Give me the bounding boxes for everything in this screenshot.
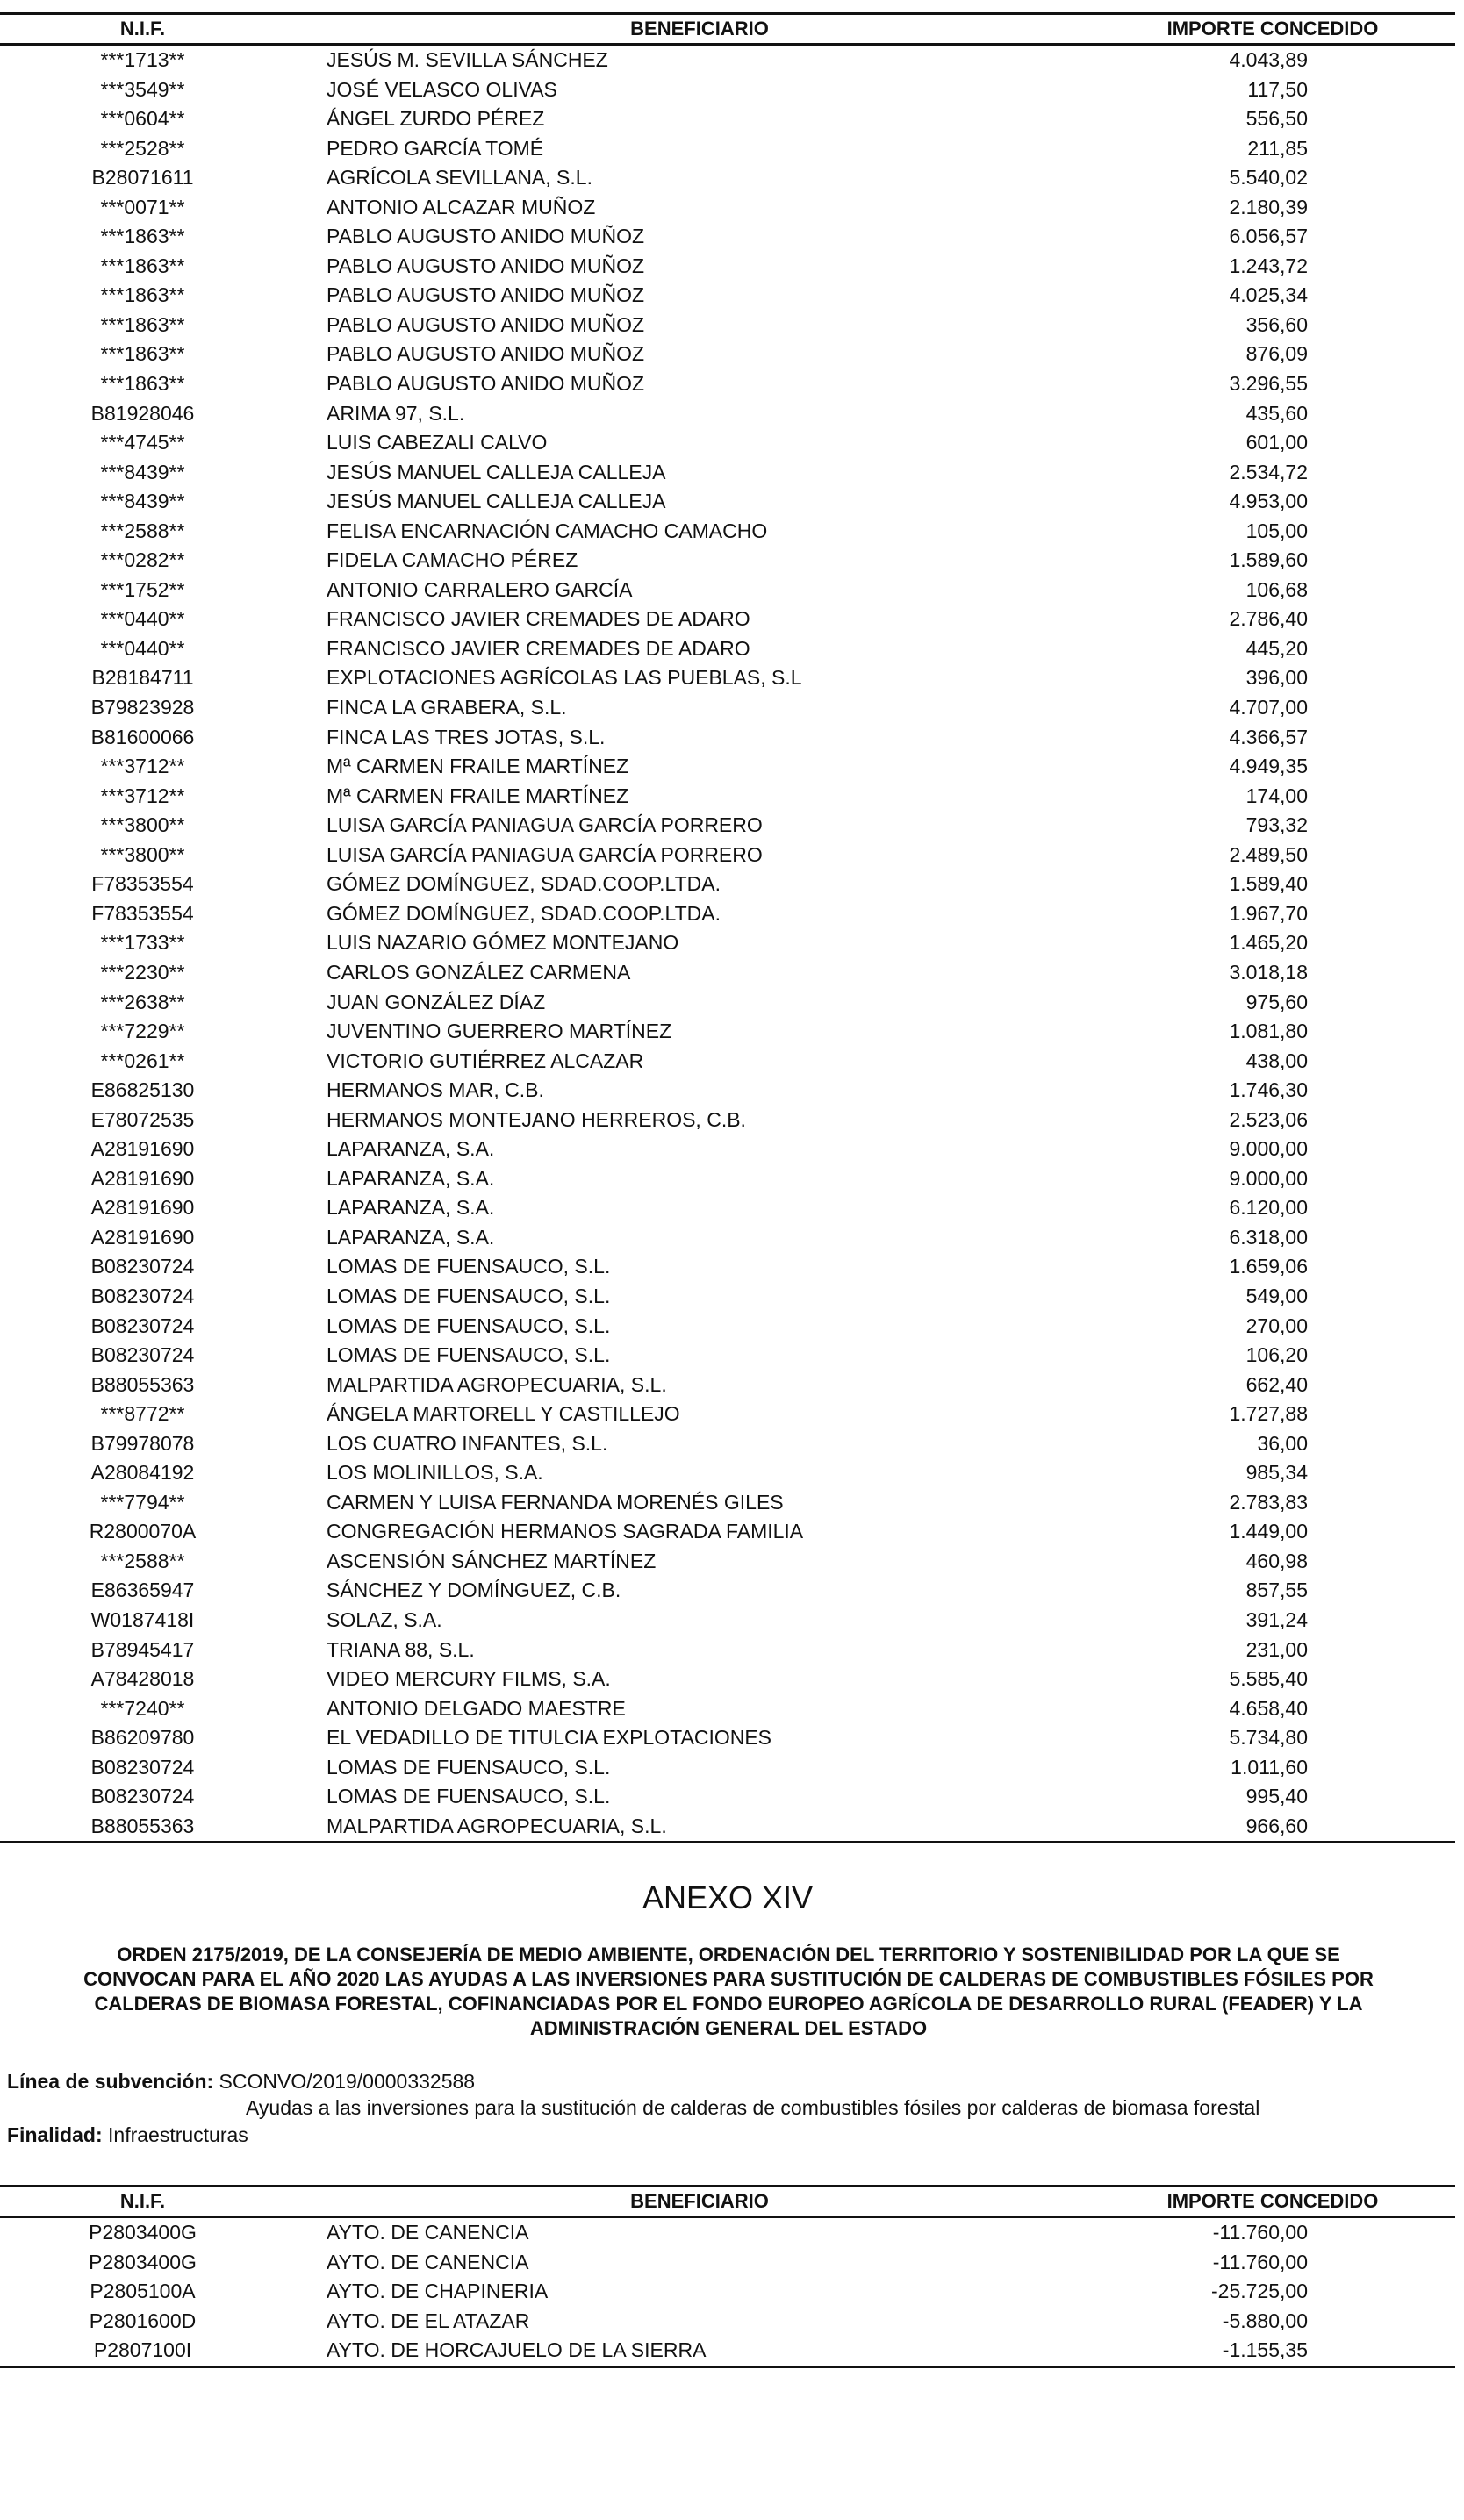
cell-importe: 1.589,60 (1229, 548, 1308, 572)
cell-nif: P2807100I (93, 2338, 192, 2362)
table-body (0, 2218, 1455, 2366)
table-row (0, 1341, 1455, 1371)
cell-nif: ***2588** (100, 1549, 185, 1572)
cell-importe: -1.155,35 (1222, 2338, 1308, 2362)
cell-importe: 1.659,06 (1229, 1255, 1308, 1278)
cell-importe: 793,32 (1245, 813, 1308, 837)
cell-beneficiario: LOS CUATRO INFANTES, S.L. (327, 1431, 608, 1455)
table-row (0, 988, 1455, 1018)
cell-importe: 975,60 (1245, 990, 1308, 1013)
cell-beneficiario: LUIS NAZARIO GÓMEZ MONTEJANO (327, 931, 679, 955)
cell-importe: 438,00 (1245, 1049, 1308, 1072)
cell-beneficiario: JOSÉ VELASCO OLIVAS (327, 77, 557, 101)
table-row (0, 811, 1455, 841)
cell-nif: B79978078 (90, 1431, 195, 1455)
cell-nif: ***0440** (100, 636, 185, 660)
table-row (0, 75, 1455, 105)
table-row (0, 1547, 1455, 1577)
cell-nif: A28191690 (90, 1196, 195, 1220)
table-row (0, 104, 1455, 134)
cell-importe: 549,00 (1245, 1284, 1308, 1307)
cell-nif: B79823928 (90, 696, 195, 719)
cell-nif: F78353554 (91, 872, 194, 896)
cell-beneficiario: LAPARANZA, S.A. (327, 1137, 495, 1161)
cell-importe: -11.760,00 (1212, 2250, 1308, 2273)
table-row (0, 2307, 1455, 2337)
cell-nif: B08230724 (90, 1785, 195, 1808)
cell-importe: 460,98 (1245, 1549, 1308, 1572)
cell-nif: B86209780 (90, 1726, 195, 1750)
cell-beneficiario: LUIS CABEZALI CALVO (327, 431, 548, 455)
subsidy-line (7, 2068, 475, 2094)
cell-beneficiario: PABLO AUGUSTO ANIDO MUÑOZ (327, 254, 645, 277)
cell-nif: ***2588** (100, 519, 185, 542)
cell-importe: 9.000,00 (1229, 1137, 1308, 1161)
cell-nif: ***1713** (100, 48, 185, 71)
table-row (0, 2248, 1455, 2278)
cell-importe: 966,60 (1245, 1814, 1308, 1837)
cell-importe: 876,09 (1245, 342, 1308, 366)
cell-importe: 4.953,00 (1229, 490, 1308, 513)
cell-beneficiario: LOMAS DE FUENSAUCO, S.L. (327, 1785, 611, 1808)
table-row (0, 1812, 1455, 1842)
cell-importe: 4.949,35 (1229, 755, 1308, 778)
cell-nif: P2805100A (90, 2280, 196, 2303)
table-row (0, 576, 1455, 605)
cell-nif: A28191690 (90, 1137, 195, 1161)
table-row (0, 1429, 1455, 1459)
cell-importe: 2.489,50 (1229, 842, 1308, 866)
table-row (0, 1282, 1455, 1312)
cell-beneficiario: Mª CARMEN FRAILE MARTÍNEZ (327, 755, 629, 778)
table-row (0, 2336, 1455, 2366)
cell-beneficiario: AYTO. DE CHAPINERIA (327, 2280, 549, 2303)
cell-nif: ***4745** (100, 431, 185, 455)
cell-nif: B08230724 (90, 1255, 195, 1278)
header-beneficiario: BENEFICIARIO (630, 2190, 769, 2212)
cell-beneficiario: LAPARANZA, S.A. (327, 1225, 495, 1249)
table-row (0, 399, 1455, 429)
cell-beneficiario: PABLO AUGUSTO ANIDO MUÑOZ (327, 342, 645, 366)
cell-importe: 445,20 (1245, 636, 1308, 660)
cell-beneficiario: ANTONIO ALCAZAR MUÑOZ (327, 195, 596, 218)
cell-importe: 1.081,80 (1229, 1020, 1308, 1043)
table-header (0, 12, 1455, 46)
subsidy-line-value: SCONVO/2019/0000332588 (219, 2070, 476, 2093)
cell-beneficiario: JESÚS MANUEL CALLEJA CALLEJA (327, 460, 666, 483)
cell-beneficiario: HERMANOS MONTEJANO HERREROS, C.B. (327, 1107, 746, 1131)
table-row (0, 1753, 1455, 1783)
cell-importe: 4.025,34 (1229, 283, 1308, 307)
cell-beneficiario: SÁNCHEZ Y DOMÍNGUEZ, C.B. (327, 1579, 621, 1602)
cell-beneficiario: JESÚS MANUEL CALLEJA CALLEJA (327, 490, 666, 513)
table-row (0, 899, 1455, 929)
cell-importe: 105,00 (1245, 519, 1308, 542)
cell-nif: ***2230** (100, 960, 185, 984)
table-row (0, 222, 1455, 252)
cell-importe: 4.366,57 (1229, 725, 1308, 748)
cell-importe: 435,60 (1245, 401, 1308, 425)
table-row (0, 252, 1455, 282)
table-row (0, 634, 1455, 664)
cell-nif: ***1733** (100, 931, 185, 955)
cell-nif: ***1752** (100, 577, 185, 601)
cell-nif: F78353554 (91, 901, 194, 925)
cell-nif: E86365947 (90, 1579, 195, 1602)
cell-nif: ***0440** (100, 607, 185, 631)
cell-beneficiario: SOLAZ, S.A. (327, 1607, 442, 1631)
cell-beneficiario: LOMAS DE FUENSAUCO, S.L. (327, 1314, 611, 1337)
table-row (0, 841, 1455, 870)
cell-nif: B88055363 (90, 1372, 195, 1396)
cell-importe: 4.658,40 (1229, 1696, 1308, 1720)
cell-beneficiario: PABLO AUGUSTO ANIDO MUÑOZ (327, 312, 645, 336)
order-heading: ORDEN 2175/2019, DE LA CONSEJERÍA DE MEDIO AMBIENTE, ORDENACIÓN DEL TERRITORIO Y SOSTENIBILIDAD POR LA QUE SE CONVOCAN PARA EL AÑO 2020 LAS AYUDAS A LAS INVERSIONES PARA SUSTITUCIÓN DE CALDERAS DE COMBUSTIBLES FÓSILES POR CALDERAS DE BIOMASA FORESTAL, COFINANCIADAS POR EL FONDO EUROPEO AGRÍCOLA DE DESARROLLO RURAL (FEADER) Y LA ADMINISTRACIÓN GENERAL DEL ESTADO (83, 1944, 1374, 2039)
cell-beneficiario: ARIMA 97, S.L. (327, 401, 465, 425)
cell-beneficiario: LOS MOLINILLOS, S.A. (327, 1461, 543, 1485)
cell-beneficiario: LUISA GARCÍA PANIAGUA GARCÍA PORRERO (327, 842, 763, 866)
cell-nif: ***1863** (100, 342, 185, 366)
cell-nif: P2801600D (89, 2309, 197, 2332)
cell-importe: 556,50 (1245, 107, 1308, 131)
cell-importe: 1.727,88 (1229, 1402, 1308, 1426)
cell-nif: ***0261** (100, 1049, 185, 1072)
cell-nif: ***1863** (100, 372, 185, 396)
cell-beneficiario: JUAN GONZÁLEZ DÍAZ (327, 990, 546, 1013)
municipal-beneficiaries-table (0, 2185, 1455, 2368)
cell-nif: B81600066 (90, 725, 195, 748)
table-row (0, 1017, 1455, 1047)
table-row (0, 1076, 1455, 1106)
table-row (0, 870, 1455, 899)
table-body (0, 46, 1455, 1841)
cell-importe: 985,34 (1245, 1461, 1308, 1485)
cell-beneficiario: CARMEN Y LUISA FERNANDA MORENÉS GILES (327, 1490, 784, 1514)
cell-beneficiario: Mª CARMEN FRAILE MARTÍNEZ (327, 784, 629, 807)
table-row (0, 1517, 1455, 1547)
cell-nif: B08230724 (90, 1314, 195, 1337)
cell-beneficiario: FIDELA CAMACHO PÉREZ (327, 548, 578, 572)
table-row (0, 1458, 1455, 1488)
table-row (0, 46, 1455, 75)
cell-importe: 9.000,00 (1229, 1166, 1308, 1190)
cell-nif: E86825130 (90, 1078, 195, 1102)
cell-nif: B08230724 (90, 1284, 195, 1307)
cell-importe: 2.523,06 (1229, 1107, 1308, 1131)
cell-nif: ***0071** (100, 195, 185, 218)
table-row (0, 1664, 1455, 1694)
header-nif: N.I.F. (119, 18, 166, 39)
table-row (0, 1252, 1455, 1282)
table-row (0, 340, 1455, 369)
cell-beneficiario: VICTORIO GUTIÉRREZ ALCAZAR (327, 1049, 644, 1072)
cell-nif: B08230724 (90, 1755, 195, 1779)
cell-importe: 117,50 (1247, 77, 1308, 101)
cell-beneficiario: FELISA ENCARNACIÓN CAMACHO CAMACHO (327, 519, 768, 542)
table-row (0, 487, 1455, 517)
cell-nif: ***3800** (100, 813, 185, 837)
cell-importe: -25.725,00 (1211, 2280, 1308, 2303)
cell-nif: ***3800** (100, 842, 185, 866)
cell-beneficiario: MALPARTIDA AGROPECUARIA, S.L. (327, 1814, 667, 1837)
cell-beneficiario: ÁNGELA MARTORELL Y CASTILLEJO (327, 1402, 680, 1426)
cell-nif: B28184711 (91, 666, 194, 690)
cell-importe: 2.180,39 (1229, 195, 1308, 218)
cell-beneficiario: GÓMEZ DOMÍNGUEZ, SDAD.COOP.LTDA. (327, 872, 721, 896)
table-row (0, 428, 1455, 458)
table-row (0, 546, 1455, 576)
cell-nif: ***8439** (100, 460, 185, 483)
cell-beneficiario: EL VEDADILLO DE TITULCIA EXPLOTACIONES (327, 1726, 772, 1750)
cell-nif: ***1863** (100, 254, 185, 277)
table-row (0, 1694, 1455, 1724)
cell-importe: 391,24 (1245, 1607, 1308, 1631)
cell-beneficiario: LOMAS DE FUENSAUCO, S.L. (327, 1343, 611, 1367)
header-importe: IMPORTE CONCEDIDO (1166, 18, 1379, 39)
beneficiaries-table (0, 12, 1455, 1843)
cell-beneficiario: PABLO AUGUSTO ANIDO MUÑOZ (327, 372, 645, 396)
cell-importe: 106,20 (1245, 1343, 1308, 1367)
cell-beneficiario: AYTO. DE HORCAJUELO DE LA SIERRA (327, 2338, 707, 2362)
table-row (0, 311, 1455, 340)
cell-beneficiario: PABLO AUGUSTO ANIDO MUÑOZ (327, 225, 645, 248)
cell-importe: 3.296,55 (1229, 372, 1308, 396)
cell-nif: ***3549** (100, 77, 185, 101)
cell-importe: 36,00 (1257, 1431, 1308, 1455)
table-row (0, 782, 1455, 812)
cell-beneficiario: LAPARANZA, S.A. (327, 1166, 495, 1190)
header-beneficiario: BENEFICIARIO (630, 18, 769, 39)
cell-nif: ***1863** (100, 225, 185, 248)
cell-nif: ***8439** (100, 490, 185, 513)
table-row (0, 663, 1455, 693)
cell-importe: 270,00 (1245, 1314, 1308, 1337)
cell-nif: B81928046 (90, 401, 195, 425)
cell-importe: -5.880,00 (1222, 2309, 1308, 2332)
cell-beneficiario: FINCA LAS TRES JOTAS, S.L. (327, 725, 606, 748)
finalidad-label: Finalidad: (7, 2123, 103, 2146)
cell-importe: 5.734,80 (1229, 1726, 1308, 1750)
cell-importe: -11.760,00 (1212, 2221, 1308, 2244)
cell-importe: 5.540,02 (1229, 166, 1308, 190)
cell-nif: B78945417 (90, 1637, 195, 1661)
cell-importe: 356,60 (1245, 312, 1308, 336)
cell-importe: 1.011,60 (1231, 1755, 1308, 1779)
table-row (0, 281, 1455, 311)
cell-importe: 231,00 (1245, 1637, 1308, 1661)
cell-nif: E78072535 (90, 1107, 195, 1131)
subsidy-line-label: Línea de subvención: (7, 2070, 214, 2093)
cell-importe: 4.707,00 (1229, 696, 1308, 719)
cell-beneficiario: AYTO. DE CANENCIA (327, 2250, 529, 2273)
cell-importe: 6.120,00 (1229, 1196, 1308, 1220)
table-row (0, 2218, 1455, 2248)
table-row (0, 693, 1455, 723)
cell-beneficiario: JUVENTINO GUERRERO MARTÍNEZ (327, 1020, 672, 1043)
cell-nif: ***2528** (100, 136, 185, 160)
table-row (0, 193, 1455, 223)
cell-importe: 2.786,40 (1229, 607, 1308, 631)
cell-importe: 211,85 (1247, 136, 1308, 160)
table-row (0, 723, 1455, 753)
table-row (0, 1782, 1455, 1812)
table-row (0, 1576, 1455, 1606)
cell-beneficiario: ANTONIO CARRALERO GARCÍA (327, 577, 633, 601)
table-row (0, 958, 1455, 988)
table-row (0, 1193, 1455, 1223)
cell-nif: P2803400G (89, 2221, 197, 2244)
cell-beneficiario: EXPLOTACIONES AGRÍCOLAS LAS PUEBLAS, S.L (327, 666, 802, 690)
table-row (0, 1606, 1455, 1636)
table-row (0, 1106, 1455, 1135)
cell-beneficiario: AYTO. DE CANENCIA (327, 2221, 529, 2244)
cell-nif: ***2638** (100, 990, 185, 1013)
cell-beneficiario: CARLOS GONZÁLEZ CARMENA (327, 960, 631, 984)
cell-beneficiario: LAPARANZA, S.A. (327, 1196, 495, 1220)
cell-nif: ***3712** (100, 784, 185, 807)
cell-beneficiario: FRANCISCO JAVIER CREMADES DE ADARO (327, 607, 750, 631)
cell-nif: P2803400G (89, 2250, 197, 2273)
cell-beneficiario: GÓMEZ DOMÍNGUEZ, SDAD.COOP.LTDA. (327, 901, 721, 925)
cell-nif: A78428018 (90, 1667, 195, 1691)
cell-nif: ***0604** (100, 107, 185, 131)
table-row (0, 1636, 1455, 1665)
cell-importe: 6.056,57 (1229, 225, 1308, 248)
cell-beneficiario: AYTO. DE EL ATAZAR (327, 2309, 530, 2332)
cell-beneficiario: LOMAS DE FUENSAUCO, S.L. (327, 1255, 611, 1278)
table-row (0, 1371, 1455, 1400)
cell-beneficiario: ANTONIO DELGADO MAESTRE (327, 1696, 626, 1720)
cell-nif: B08230724 (90, 1343, 195, 1367)
cell-nif: ***1863** (100, 283, 185, 307)
cell-nif: A28084192 (90, 1461, 195, 1485)
cell-nif: B88055363 (90, 1814, 195, 1837)
cell-importe: 2.783,83 (1229, 1490, 1308, 1514)
annex-title: ANEXO XIV (642, 1879, 814, 1915)
cell-nif: A28191690 (90, 1225, 195, 1249)
table-bottom-rule (0, 1841, 1455, 1843)
table-row (0, 1223, 1455, 1253)
table-row (0, 752, 1455, 782)
table-row (0, 369, 1455, 399)
cell-importe: 6.318,00 (1229, 1225, 1308, 1249)
cell-importe: 174,00 (1245, 784, 1308, 807)
cell-nif: B28071611 (91, 166, 194, 190)
cell-importe: 601,00 (1245, 431, 1308, 455)
header-importe: IMPORTE CONCEDIDO (1166, 2190, 1379, 2212)
table-row (0, 134, 1455, 164)
header-nif: N.I.F. (119, 2190, 166, 2212)
cell-importe: 106,68 (1245, 577, 1308, 601)
cell-beneficiario: ASCENSIÓN SÁNCHEZ MARTÍNEZ (327, 1549, 657, 1572)
table-row (0, 1400, 1455, 1429)
cell-nif: W0187418I (90, 1607, 195, 1631)
table-row (0, 1312, 1455, 1342)
cell-importe: 2.534,72 (1229, 460, 1308, 483)
cell-importe: 4.043,89 (1229, 48, 1308, 71)
cell-beneficiario: MALPARTIDA AGROPECUARIA, S.L. (327, 1372, 667, 1396)
cell-nif: ***8772** (100, 1402, 185, 1426)
cell-beneficiario: JESÚS M. SEVILLA SÁNCHEZ (327, 48, 608, 71)
cell-beneficiario: TRIANA 88, S.L. (327, 1637, 475, 1661)
cell-nif: R2800070A (89, 1520, 197, 1543)
cell-beneficiario: ÁNGEL ZURDO PÉREZ (327, 107, 545, 131)
table-row (0, 1047, 1455, 1077)
cell-importe: 5.585,40 (1229, 1667, 1308, 1691)
table-row (0, 1488, 1455, 1518)
cell-beneficiario: PABLO AUGUSTO ANIDO MUÑOZ (327, 283, 645, 307)
cell-importe: 1.243,72 (1229, 254, 1308, 277)
table-header (0, 2185, 1455, 2218)
cell-importe: 1.465,20 (1229, 931, 1308, 955)
cell-nif: ***7794** (100, 1490, 185, 1514)
cell-importe: 1.449,00 (1229, 1520, 1308, 1543)
table-row (0, 517, 1455, 547)
cell-nif: ***1863** (100, 312, 185, 336)
table-row (0, 605, 1455, 634)
cell-nif: ***3712** (100, 755, 185, 778)
table-row (0, 1723, 1455, 1753)
cell-importe: 1.967,70 (1229, 901, 1308, 925)
cell-nif: A28191690 (90, 1166, 195, 1190)
table-row (0, 1164, 1455, 1194)
cell-importe: 662,40 (1245, 1372, 1308, 1396)
table-row (0, 458, 1455, 488)
cell-beneficiario: LUISA GARCÍA PANIAGUA GARCÍA PORRERO (327, 813, 763, 837)
cell-importe: 396,00 (1245, 666, 1308, 690)
cell-importe: 857,55 (1245, 1579, 1308, 1602)
cell-beneficiario: CONGREGACIÓN HERMANOS SAGRADA FAMILIA (327, 1520, 804, 1543)
table-row (0, 928, 1455, 958)
cell-importe: 3.018,18 (1229, 960, 1308, 984)
cell-beneficiario: VIDEO MERCURY FILMS, S.A. (327, 1667, 611, 1691)
cell-beneficiario: AGRÍCOLA SEVILLANA, S.L. (327, 166, 592, 190)
cell-beneficiario: LOMAS DE FUENSAUCO, S.L. (327, 1284, 611, 1307)
table-row (0, 163, 1455, 193)
cell-beneficiario: PEDRO GARCÍA TOMÉ (327, 136, 544, 160)
table-row (0, 1135, 1455, 1164)
cell-nif: ***0282** (100, 548, 185, 572)
cell-beneficiario: HERMANOS MAR, C.B. (327, 1078, 544, 1102)
cell-beneficiario: FRANCISCO JAVIER CREMADES DE ADARO (327, 636, 750, 660)
cell-beneficiario: FINCA LA GRABERA, S.L. (327, 696, 567, 719)
cell-importe: 1.746,30 (1229, 1078, 1308, 1102)
cell-beneficiario: LOMAS DE FUENSAUCO, S.L. (327, 1755, 611, 1779)
finalidad (7, 2122, 248, 2148)
finalidad-value: Infraestructuras (108, 2123, 248, 2146)
subsidy-purpose: Ayudas a las inversiones para la sustitución de calderas de combustibles fósiles por calderas de biomasa forestal (246, 2096, 1260, 2119)
cell-importe: 1.589,40 (1229, 872, 1308, 896)
cell-nif: ***7229** (100, 1020, 185, 1043)
table-row (0, 2277, 1455, 2307)
cell-importe: 995,40 (1245, 1785, 1308, 1808)
table-bottom-rule (0, 2366, 1455, 2368)
cell-nif: ***7240** (100, 1696, 185, 1720)
